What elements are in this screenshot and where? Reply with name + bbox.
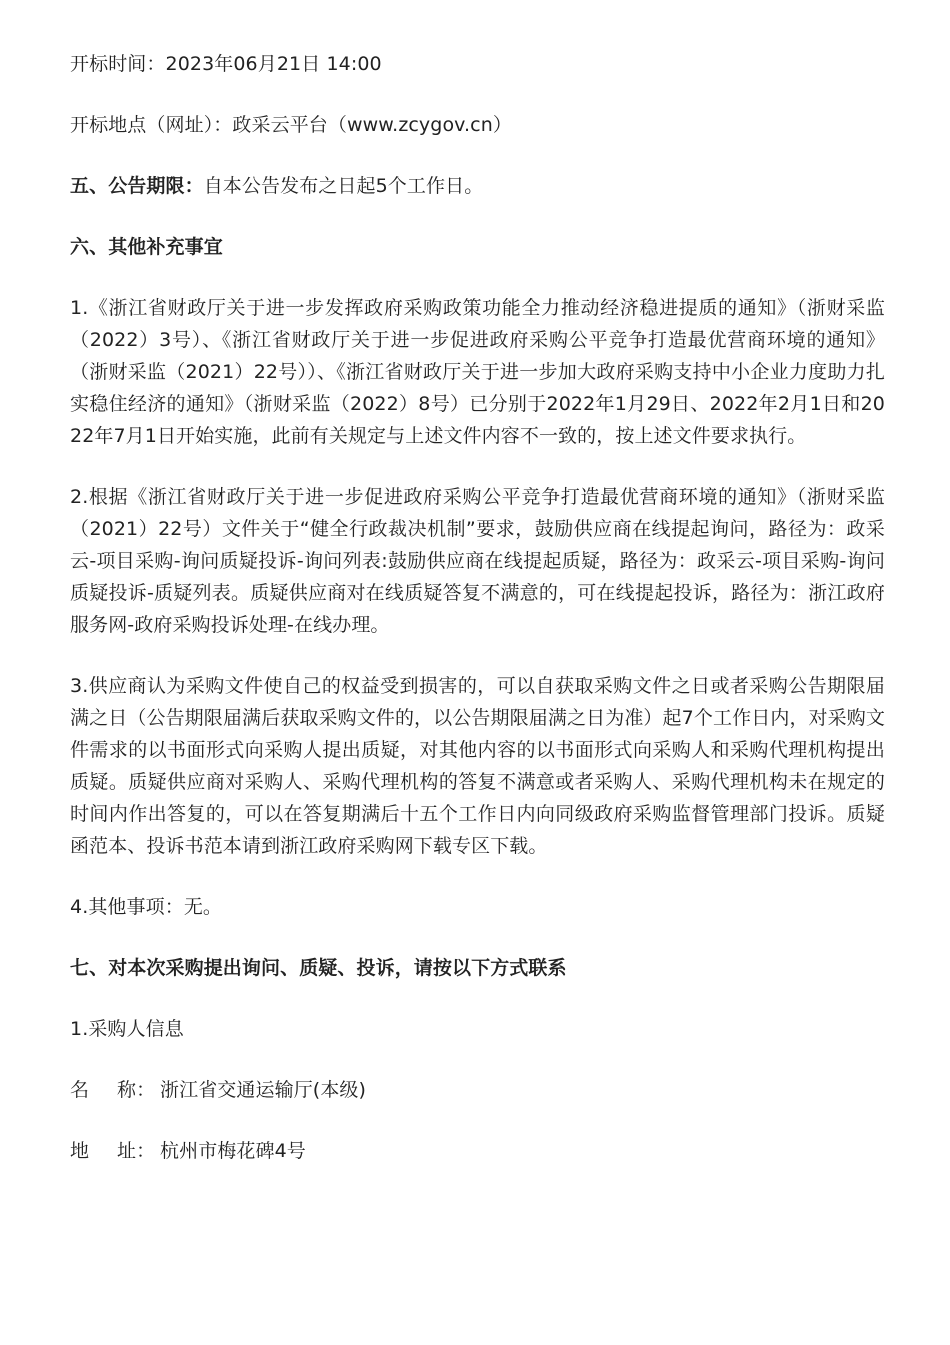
section-6-item-3: 3.供应商认为采购文件使自己的权益受到损害的，可以自获取采购文件之日或者采购公告期限届满之日（公告期限届满后获取采购文件的，以公告期限届满之日为准）起7个工作日内，对采购文件需求的以书面形式向采购人提出质疑，对其他内容的以书面形式向采购人和采购代理机构提出质疑。质疑供应商对采购人、采购代理机构的答复不满意或者采购人、采购代理机构未在规定的时间内作出答复的，可以在答复期满后十五个工作日内向同级政府采购监督管理部门投诉。质疑函范本、投诉书范本请到浙江政府采购网下载专区下载。 <box>70 675 885 857</box>
section-5-heading: 五、公告期限： <box>70 175 204 197</box>
opening-time: 开标时间：2023年06月21日 14:00 <box>70 53 382 75</box>
opening-location: 开标地点（网址）：政采云平台（www.zcygov.cn） <box>70 114 512 136</box>
section-5 <box>70 170 885 202</box>
purchaser-address <box>70 1135 885 1167</box>
purchaser-info-title: 1.采购人信息 <box>70 1018 184 1040</box>
section-6-heading: 六、其他补充事宜 <box>70 236 223 258</box>
document-page <box>70 48 885 1167</box>
section-6-item-2: 2.根据《浙江省财政厅关于进一步促进政府采购公平竞争打造最优营商环境的通知》（浙财采监（2021）22号）文件关于“健全行政裁决机制”要求，鼓励供应商在线提起询问，路径为：政采云-项目采购-询问质疑投诉-询问列表:鼓励供应商在线提起质疑，路径为：政采云-项目采购-询问质疑投诉-质疑列表。质疑供应商对在线质疑答复不满意的，可在线提起投诉，路径为：浙江政府服务网-政府采购投诉处理-在线办理。 <box>70 486 885 636</box>
section-6-item-1: 1.《浙江省财政厅关于进一步发挥政府采购政策功能全力推动经济稳进提质的通知》（浙财采监（2022）3号）、《浙江省财政厅关于进一步促进政府采购公平竞争打造最优营商环境的通知》（浙财采监（2021）22号））、《浙江省财政厅关于进一步加大政府采购支持中小企业力度助力扎实稳住经济的通知》（浙财采监（2022）8号）已分别于2022年1月29日、2022年2月1日和2022年7月1日开始实施，此前有关规定与上述文件内容不一致的，按上述文件要求执行。 <box>70 297 885 447</box>
section-7-heading: 七、对本次采购提出询问、质疑、投诉，请按以下方式联系 <box>70 957 567 979</box>
purchaser-name-value: 浙江省交通运输厅(本级) <box>160 1079 367 1101</box>
section-6-item-4: 4.其他事项：无。 <box>70 896 223 918</box>
purchaser-address-value: 杭州市梅花碑4号 <box>160 1140 306 1162</box>
purchaser-name <box>70 1074 885 1106</box>
purchaser-address-label: 地 址： <box>70 1140 156 1162</box>
purchaser-name-label: 名 称： <box>70 1079 156 1101</box>
section-5-text: 自本公告发布之日起5个工作日。 <box>203 175 484 197</box>
